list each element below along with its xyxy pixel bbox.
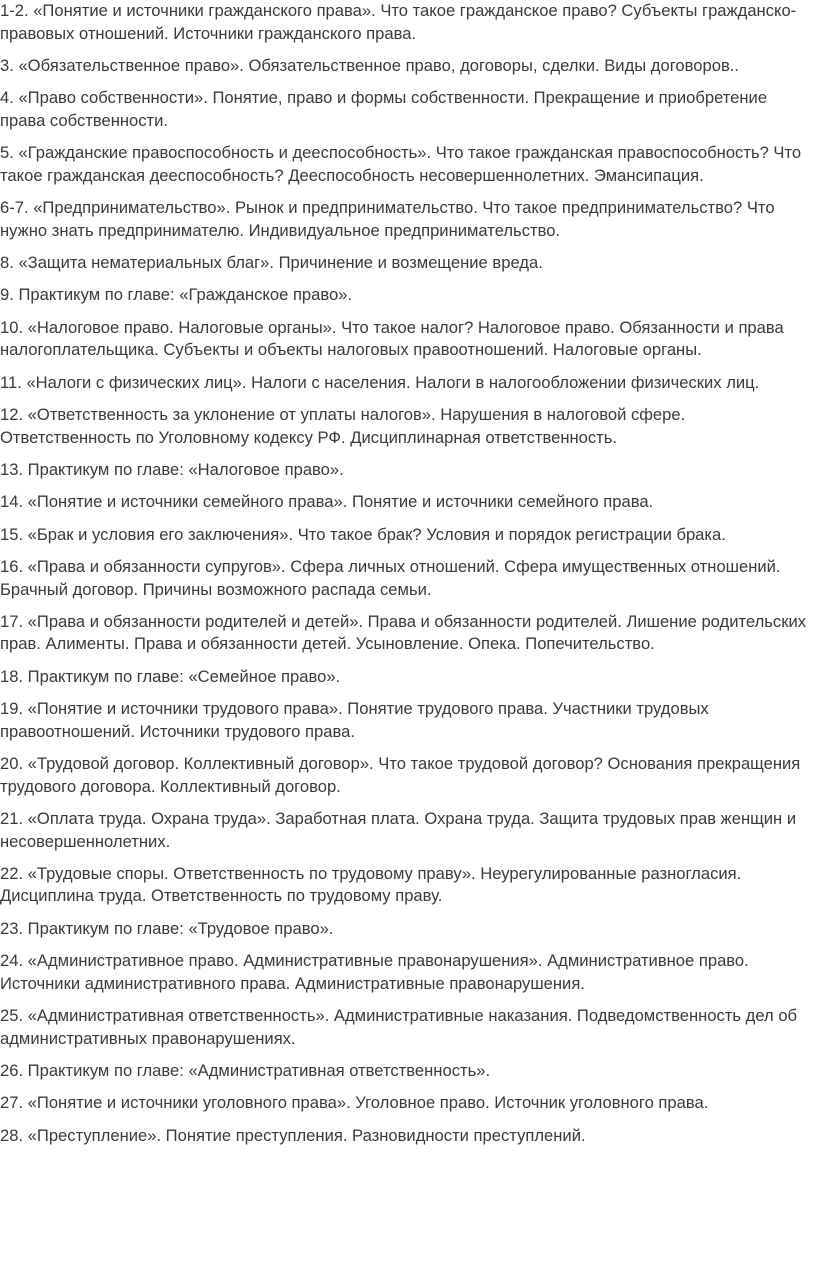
topic-20: 20. «Трудовой договор. Коллективный договор». Что такое трудовой договор? Основания прекращения трудового договора. Коллективный договор. [0,754,801,796]
topic-28: 28. «Преступление». Понятие преступления. Разновидности преступлений. [0,1125,586,1145]
topic-12: 12. «Ответственность за уклонение от уплаты налогов». Нарушения в налоговой сфере. Ответственность по Уголовному кодексу РФ. Дисциплинарная ответственность. [0,405,686,447]
topic-10: 10. «Налоговое право. Налоговые органы». Что такое налог? Налоговое право. Обязанности и права налогоплательщика. Субъекты и объекты налоговых правоотношений. Налоговые органы. [0,317,784,360]
topic-19: 19. «Понятие и источники трудового права». Понятие трудового права. Участники трудовых правоотношений. Источники трудового права. [0,699,709,741]
topic-13: 13. Практикум по главе: «Налоговое право». [0,459,344,479]
topic-16: 16. «Права и обязанности супругов». Сфера личных отношений. Сфера имущественных отношений. Брачный договор. Причины возможного распада семьи. [0,557,781,599]
topic-15: 15. «Брак и условия его заключения». Что такое брак? Условия и порядок регистрации брака. [0,524,726,544]
topic-25: 25. «Административная ответственность». Административные наказания. Подведомственность дел об административных правонарушениях. [0,1006,798,1048]
topic-22: 22. «Трудовые споры. Ответственность по трудовому праву». Неурегулированные разногласия. Дисциплина труда. Ответственность по трудовому праву. [0,863,742,906]
topic-1-2: 1-2. «Понятие и источники гражданского права». Что такое гражданское право? Субъекты гражданско-правовых отношений. Источники гражданского права. [0,1,797,43]
topic-23: 23. Практикум по главе: «Трудовое право». [0,918,334,938]
topic-5: 5. «Гражданские правоспособность и дееспособность». Что такое гражданская правоспособность? Что такое гражданская дееспособность? Дееспособность несовершеннолетних. Эмансипация. [0,143,802,185]
topic-9: 9. Практикум по главе: «Гражданское право». [0,285,353,305]
topic-3: 3. «Обязательственное право». Обязательственное право, договоры, сделки. Виды договоров.. [0,55,739,75]
topic-26: 26. Практикум по главе: «Административная ответственность». [0,1060,491,1080]
topic-6-7: 6-7. «Предпринимательство». Рынок и предпринимательство. Что такое предпринимательство? Что нужно знать предпринимателю. Индивидуальное предпринимательство. [0,198,775,240]
topic-14: 14. «Понятие и источники семейного права». Понятие и источники семейного права. [0,492,654,512]
topic-8: 8. «Защита нематериальных благ». Причинение и возмещение вреда. [0,252,543,272]
topic-27: 27. «Понятие и источники уголовного права». Уголовное право. Источник уголовного права. [0,1093,709,1113]
topic-24: 24. «Административное право. Административные правонарушения». Административное право. Источники административного права. Административные правонарушения. [0,951,749,993]
topic-17: 17. «Права и обязанности родителей и детей». Права и обязанности родителей. Лишение родительских прав. Алименты. Права и обязанности детей. Усыновление. Опека. Попечительство. [0,611,807,654]
topic-21: 21. «Оплата труда. Охрана труда». Заработная плата. Охрана труда. Защита трудовых прав женщин и несовершеннолетних. [0,809,797,851]
topic-4: 4. «Право собственности». Понятие, право и формы собственности. Прекращение и приобретение права собственности. [0,88,768,130]
topic-18: 18. Практикум по главе: «Семейное право». [0,666,341,686]
topic-11: 11. «Налоги с физических лиц». Налоги с населения. Налоги в налогообложении физических лиц. [0,372,760,392]
